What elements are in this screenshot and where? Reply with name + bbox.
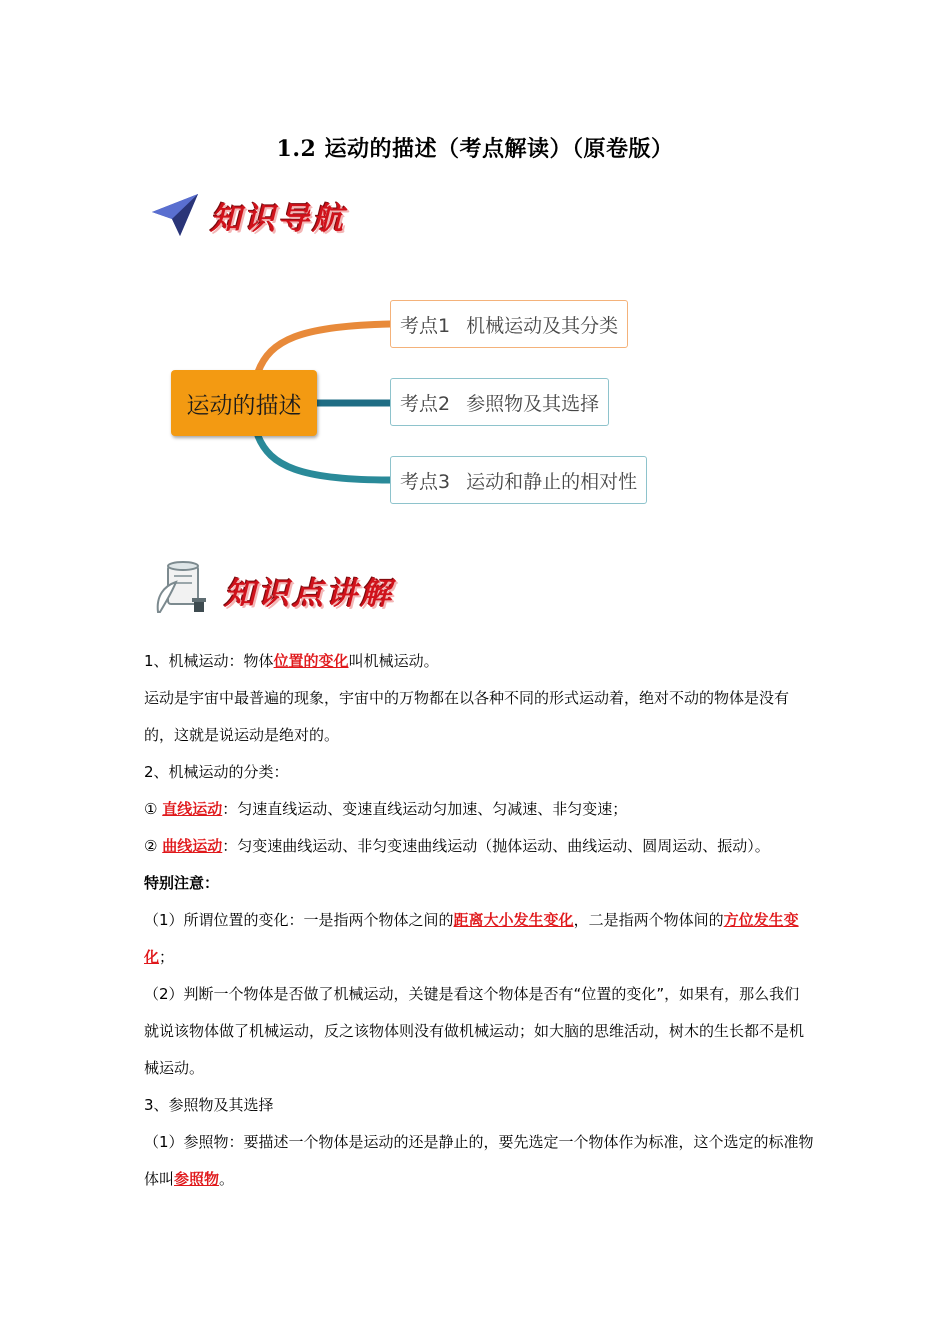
p7-text-c: ； [159,948,175,966]
paragraph-5 [144,828,814,865]
mindmap [140,290,680,520]
paragraph-4 [144,791,814,828]
paragraph-1 [144,643,814,680]
mindmap-root: 运动的描述 [171,370,317,436]
mindmap-node-3 [390,456,647,504]
content-body [144,643,814,1198]
p4-highlight: 直线运动 [162,800,223,818]
nav-header-label: 知识导航 [210,200,346,237]
p10-text-b: 。 [219,1170,235,1188]
scroll-quill-icon [150,560,210,620]
p5-text-b: ：匀变速曲线运动、非匀变速曲线运动（抛体运动、曲线运动、圆周运动、振动）。 [222,837,770,855]
p7-text-b: ，二是指两个物体间的 [573,911,724,929]
mindmap-node-3-text: 运动和静止的相对性 [466,470,638,493]
p5-highlight: 曲线运动 [162,837,223,855]
p1-highlight: 位置的变化 [273,652,349,670]
paragraph-7 [144,902,814,976]
p1-text-b: 叫机械运动。 [348,652,439,670]
paragraph-9: 3、参照物及其选择 [144,1096,274,1114]
paper-plane-icon [150,192,200,238]
p7-highlight-1: 距离大小发生变化 [453,911,574,929]
knowledge-navigation-header [150,192,346,238]
mindmap-node-1-num: 考点1 [400,314,451,337]
p5-text-a: ② [144,837,163,855]
kp-header-label: 知识点讲解 [224,575,394,612]
mindmap-node-2-num: 考点2 [400,392,451,415]
page-title: 1.2 运动的描述（考点解读）（原卷版） [276,136,674,162]
p7-highlight-2: 方位发生变化 [144,911,799,966]
paragraph-8: （2）判断一个物体是否做了机械运动，关键是看这个物体是否有“位置的变化”，如果有，那么我们就说该物体做了机械运动，反之该物体则没有做机械运动；如大脑的思维活动，树木的生长都不是机械运动。 [144,985,805,1077]
mindmap-node-1 [390,300,628,348]
paragraph-10 [144,1124,814,1198]
p10-text-a: （1）参照物：要描述一个物体是运动的还是静止的，要先选定一个物体作为标准，这个选定的标准物体叫 [144,1133,814,1188]
mindmap-node-1-text: 机械运动及其分类 [466,314,619,337]
p4-text-a: ① [144,800,163,818]
p10-highlight: 参照物 [174,1170,220,1188]
paragraph-2: 运动是宇宙中最普遍的现象，宇宙中的万物都在以各种不同的形式运动着，绝对不动的物体是没有的，这就是说运动是绝对的。 [144,689,790,744]
p4-text-b: ：匀速直线运动、变速直线运动匀加速、匀减速、非匀变速； [222,800,628,818]
paragraph-3: 2、机械运动的分类： [144,763,289,781]
knowledge-points-header [150,560,394,620]
p7-text-a: （1）所谓位置的变化：一是指两个物体之间的 [144,911,454,929]
paragraph-6-note-heading: 特别注意： [144,874,220,892]
p1-text-a: 1、机械运动：物体 [144,652,274,670]
mindmap-node-2 [390,378,609,426]
mindmap-node-2-text: 参照物及其选择 [466,392,600,415]
mindmap-node-3-num: 考点3 [400,470,451,493]
